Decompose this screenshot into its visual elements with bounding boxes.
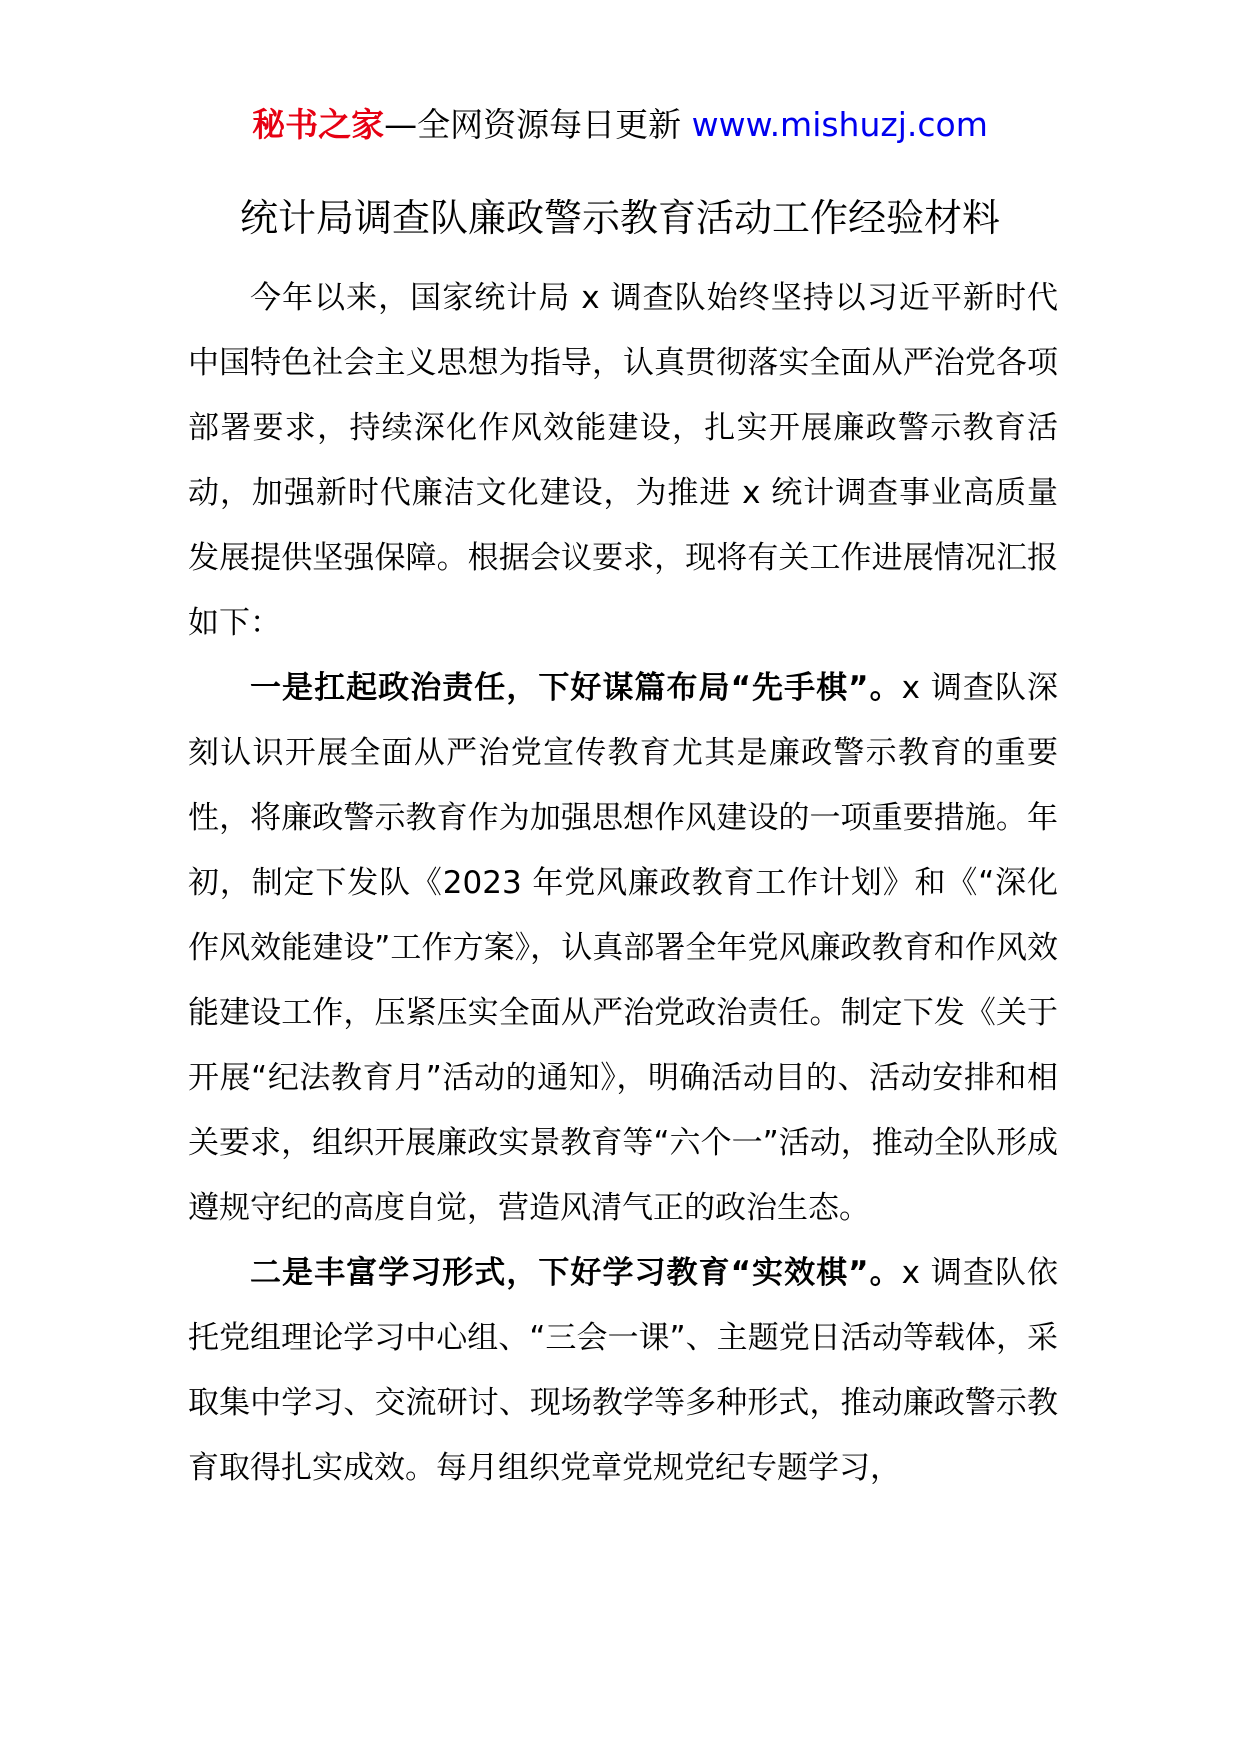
paragraph-text: 今年以来，国家统计局 x 调查队始终坚持以习近平新时代中国特色社会主义思想为指导，认真贯彻落实全面从严治党各项部署要求，持续深化作风效能建设，扎实开展廉政警示教育活动，加强新时代廉洁文化建设，为推进 x 统计调查事业高质量发展提供坚强保障。根据会议要求，现将有关工作进展情况汇报如下： [188, 280, 1058, 641]
paragraph-lead: 一是扛起政治责任，下好谋篇布局“先手棋”。 [250, 670, 902, 706]
header-slogan: —全网资源每日更新 [384, 105, 692, 144]
paragraph-learning-forms [188, 1241, 1058, 1501]
paragraph-political-responsibility [188, 656, 1058, 1241]
site-header [0, 100, 1240, 150]
document-title: 统计局调查队廉政警示教育活动工作经验材料 [239, 196, 1000, 240]
paragraph-text: x 调查队深刻认识开展全面从严治党宣传教育尤其是廉政警示教育的重要性，将廉政警示教育作为加强思想作风建设的一项重要措施。年初，制定下发队《2023 年党风廉政教育工作计划》和《“深化作风效能建设”工作方案》，认真部署全年党风廉政教育和作风效能建设工作，压紧压实全面从严治党政治责任。制定下发《关于开展“纪法教育月”活动的通知》，明确活动目的、活动安排和相关要求，组织开展廉政实景教育等“六个一”活动，推动全队形成遵规守纪的高度自觉，营造风清气正的政治生态。 [188, 670, 1059, 1226]
paragraph-text: x 调查队依托党组理论学习中心组、“三会一课”、主题党日活动等载体，采取集中学习、交流研讨、现场教学等多种形式，推动廉政警示教育取得扎实成效。每月组织党章党规党纪专题学习， [188, 1255, 1059, 1486]
site-url-link[interactable]: www.mishuzj.com [691, 105, 988, 144]
document-body [188, 266, 1058, 1501]
paragraph-lead: 二是丰富学习形式，下好学习教育“实效棋”。 [250, 1255, 902, 1291]
brand-name: 秘书之家 [252, 105, 385, 144]
paragraph-intro [188, 266, 1058, 656]
